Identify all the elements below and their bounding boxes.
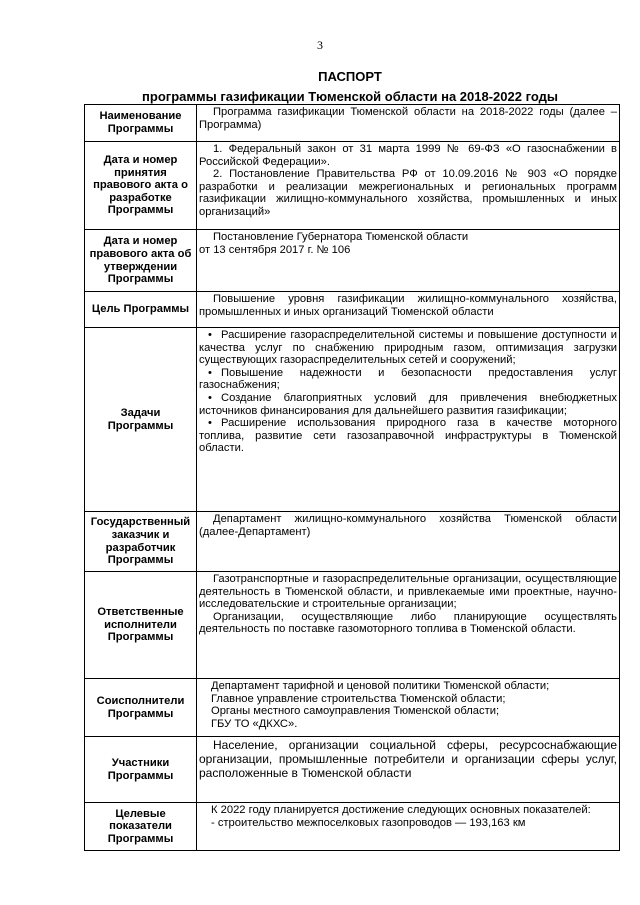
paragraph: Повышение уровня газификации жилищно-коммунального хозяйства, промышленных и иных организаций Тюменской области (199, 293, 617, 318)
paragraph: ГБУ ТО «ДКХС». (211, 717, 298, 730)
list-item (199, 367, 617, 392)
list-item-text: Расширение использования природного газа в качестве моторного топлива, развитие сети газозаправочной инфраструктуры в Тюменской области. (199, 417, 617, 455)
row-value (197, 105, 620, 142)
paragraph: 2. Постановление Правительства РФ от 10.09.2016 № 903 «О порядке разработки и реализации межрегиональных и региональных программ газификации жилищно-коммунального хозяйства, промышленных и иных организаций» (199, 168, 617, 218)
list-item (199, 329, 617, 367)
row-value (197, 142, 620, 230)
row-label: Дата и номер принятия правового акта о разработке Программы (85, 142, 197, 230)
table-row (85, 230, 620, 292)
row-label: Государственный заказчик и разработчик Программы (85, 512, 197, 572)
paragraph: Газотранспортные и газораспределительные организации, осуществляющие деятельность в Тюменской области, и привлекаемые ими проектные, научно-исследовательские и строительные организации; (199, 573, 617, 611)
passport-table (84, 104, 620, 851)
list-item-text: Создание благоприятных условий для привлечения внебюджетных источников финансирования для дальнейшего развития газификации; (199, 391, 617, 417)
bullet-icon: • (208, 329, 212, 341)
row-label: Ответственные исполнители Программы (85, 572, 197, 679)
paragraph: от 13 сентября 2017 г. № 106 (199, 243, 351, 256)
row-label: Соисполнители Программы (85, 679, 197, 737)
row-label: Задачи Программы (85, 328, 197, 512)
list-item-text: Повышение надежности и безопасности предоставления услуг газоснабжения; (199, 366, 617, 392)
row-value (197, 292, 620, 328)
page-number: 3 (317, 38, 323, 52)
table-row (85, 572, 620, 679)
table-row (85, 737, 620, 803)
row-value (197, 679, 620, 737)
paragraph: К 2022 году планируется достижение следующих основных показателей: (211, 804, 591, 816)
paragraph: 1. Федеральный закон от 31 марта 1999 № 69-ФЗ «О газоснабжении в Российской Федерации». (199, 143, 617, 168)
bullet-icon: • (208, 391, 212, 404)
document-subtitle: программы газификации Тюменской области на 2018-2022 годы (142, 89, 558, 104)
row-label: Участники Программы (85, 737, 197, 803)
paragraph: Население, организации социальной сферы, ресурсоснабжающие организации, промышленные потребители и организации сферы услуг, расположенные в Тюменской области (199, 738, 617, 780)
list-item-text: Расширение газораспределительной системы и повышение доступности и качества услуг по снабжению природным газом, оптимизация загрузки существующих газораспределительных сетей и сооружений; (199, 329, 617, 367)
row-value (197, 230, 620, 292)
bullet-icon: • (208, 417, 212, 430)
list-item (199, 392, 617, 417)
table-row (85, 105, 620, 142)
paragraph: Постановление Губернатора Тюменской области (213, 231, 469, 243)
row-label: Дата и номер правового акта об утверждении Программы (85, 230, 197, 292)
row-value (197, 328, 620, 512)
table-row (85, 292, 620, 328)
table-row (85, 512, 620, 572)
document-title: ПАСПОРТ (318, 69, 382, 84)
row-label: Наименование Программы (85, 105, 197, 142)
row-value (197, 737, 620, 803)
paragraph: Департамент тарифной и ценовой политики Тюменской области; (211, 680, 550, 692)
table-row (85, 803, 620, 851)
row-value (197, 803, 620, 851)
table-row (85, 679, 620, 737)
row-label: Целевые показатели Программы (85, 803, 197, 851)
table-row (85, 142, 620, 230)
paragraph: Организации, осуществляющие либо планирующие осуществлять деятельность по поставке газомоторного топлива в Тюменской области. (199, 610, 617, 636)
row-label: Цель Программы (85, 292, 197, 328)
paragraph: Департамент жилищно-коммунального хозяйства Тюменской области (далее-Департамент) (199, 513, 617, 538)
row-value (197, 512, 620, 572)
bullet-icon: • (208, 366, 212, 379)
table-row (85, 328, 620, 512)
list-item (199, 417, 617, 455)
paragraph: - строительство межпоселковых газопроводов — 193,163 км (211, 816, 526, 829)
paragraph: Главное управление строительства Тюменской области; (211, 692, 506, 705)
paragraph: Программа газификации Тюменской области на 2018-2022 годы (далее – Программа) (199, 106, 617, 131)
paragraph: Органы местного самоуправления Тюменской области; (211, 705, 500, 718)
row-value (197, 572, 620, 679)
